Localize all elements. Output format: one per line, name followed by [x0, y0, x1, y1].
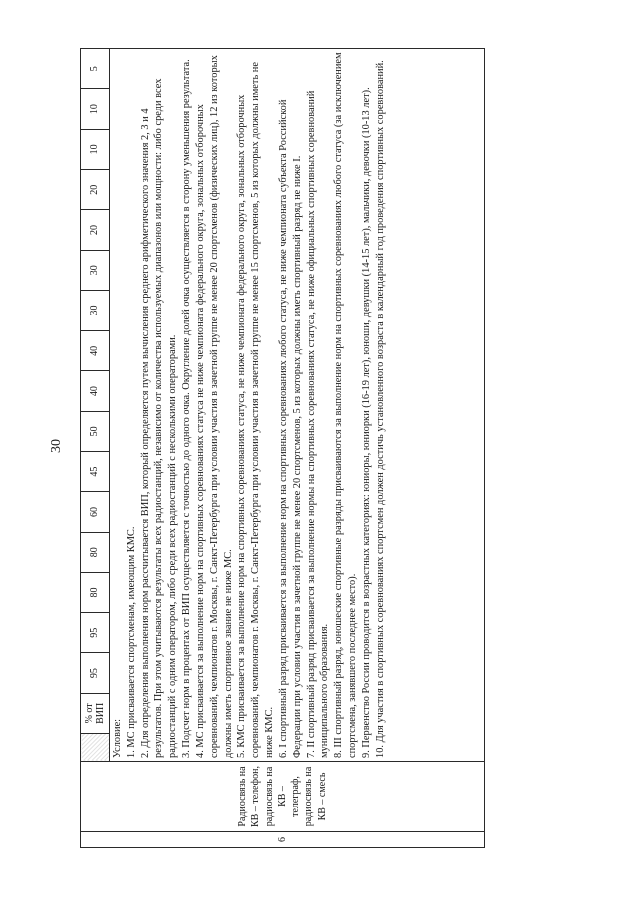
condition-item: 3. Подсчет норм в процентах от ВИП осуществляется с точностью до одного очка. Округление долей очка осуществляется в сторону уменьшения результата.: [181, 59, 193, 758]
table-header-row: [81, 49, 110, 848]
condition-item: 4. МС присваивается за выполнение норм на спортивных соревнованиях статуса не ниже чемпионата федерального округа, зональных отборочных соревнований, чемпионатов г. Москвы, г. Санкт-Петербурга при условии участия в зачетной группе не менее 20 спортсменов (физических лиц), 12 из которых должны иметь спортивное звание не ниже МС.: [194, 55, 234, 758]
condition-title: Условие:: [112, 718, 123, 758]
threshold-cell: 80: [81, 572, 110, 612]
threshold-cell: 40: [81, 331, 110, 371]
conditions-row: [110, 49, 485, 848]
hatched-cell: [81, 734, 110, 762]
qualification-table: [80, 48, 485, 848]
condition-item: 1. МС присваивается спортсменам, имеющим КМС.: [125, 526, 137, 758]
threshold-cell: 20: [81, 210, 110, 250]
threshold-cell: 5: [81, 49, 110, 90]
threshold-cell: 20: [81, 170, 110, 210]
threshold-cell: 10: [81, 89, 110, 129]
percent-header-cell: [81, 693, 110, 733]
row-number-cell: 6: [81, 832, 485, 848]
condition-item: 8. III спортивный разряд, юношеские спортивные разряды присваиваются за выполнение норм на спортивных соревнованиях любого статуса (за исключением спортсмена, занявшего последнее место).: [333, 52, 359, 758]
percent-header-line-2: ВИП: [95, 702, 106, 724]
threshold-cell: 30: [81, 250, 110, 290]
rotated-sheet: [80, 48, 485, 848]
discipline-cell: Радиосвязь на КВ – телефон, радиосвязь на КВ – телеграф, радиосвязь на КВ – смесь: [81, 762, 485, 832]
percent-header-line-1: % от: [84, 703, 95, 724]
threshold-cell: 30: [81, 290, 110, 330]
conditions-cell: [110, 49, 485, 762]
condition-item: 9. Первенство России проводится в возрастных категориях: юниоры, юниорки (16-19 лет), юноши, девушки (14-15 лет), мальчики, девочки (10-13 лет).: [360, 87, 372, 758]
threshold-cell: 95: [81, 613, 110, 653]
threshold-cell: 50: [81, 411, 110, 451]
condition-item: 10. Для участия в спортивных соревнованиях спортсмен должен достичь установленного возраста в календарный год проведения спортивных соревнований.: [374, 60, 386, 758]
threshold-cell: 95: [81, 653, 110, 693]
threshold-cell: 45: [81, 452, 110, 492]
condition-item: 7. II спортивный разряд присваивается за выполнение нормы на спортивных соревнованиях статуса, не ниже официальных спортивных соревнований муниципального образования.: [305, 90, 331, 758]
table-container: [80, 48, 485, 848]
threshold-cell: 60: [81, 492, 110, 532]
condition-item: 6. I спортивный разряд присваивается за выполнение норм на спортивных соревнованиях любого статуса, не ниже чемпионата субъекта Российской Федерации при условии участия в зачетной группе не менее 20 спортсменов, 5 из которых должны иметь спортивный разряд не ниже I.: [277, 99, 303, 758]
threshold-cell: 40: [81, 371, 110, 411]
condition-item: 5. КМС присваивается за выполнение норм на спортивных соревнованиях статуса, не ниже чемпионата федерального округа, зональных отборочных соревнований, чемпионатов г. Москвы, г. Санкт-Петербурга при условии участия в зачетной группе не менее 15 спортсменов, 5 из которых должны иметь не ниже КМС.: [236, 62, 276, 758]
threshold-cell: 80: [81, 532, 110, 572]
condition-item: 2. Для определения выполнения норм рассчитывается ВИП, который определяется путем вычисления среднего арифметического значения 2, 3 и 4 результатов. При этом учитываются результаты всех радиостанций, независимо от количества используемых диапазонов или мощности: либо среди всех радиостанций с одним оператором, либо среди всех радиостанций с несколькими операторами.: [139, 78, 179, 758]
threshold-cell: 10: [81, 129, 110, 169]
page-number: 30: [49, 439, 64, 453]
